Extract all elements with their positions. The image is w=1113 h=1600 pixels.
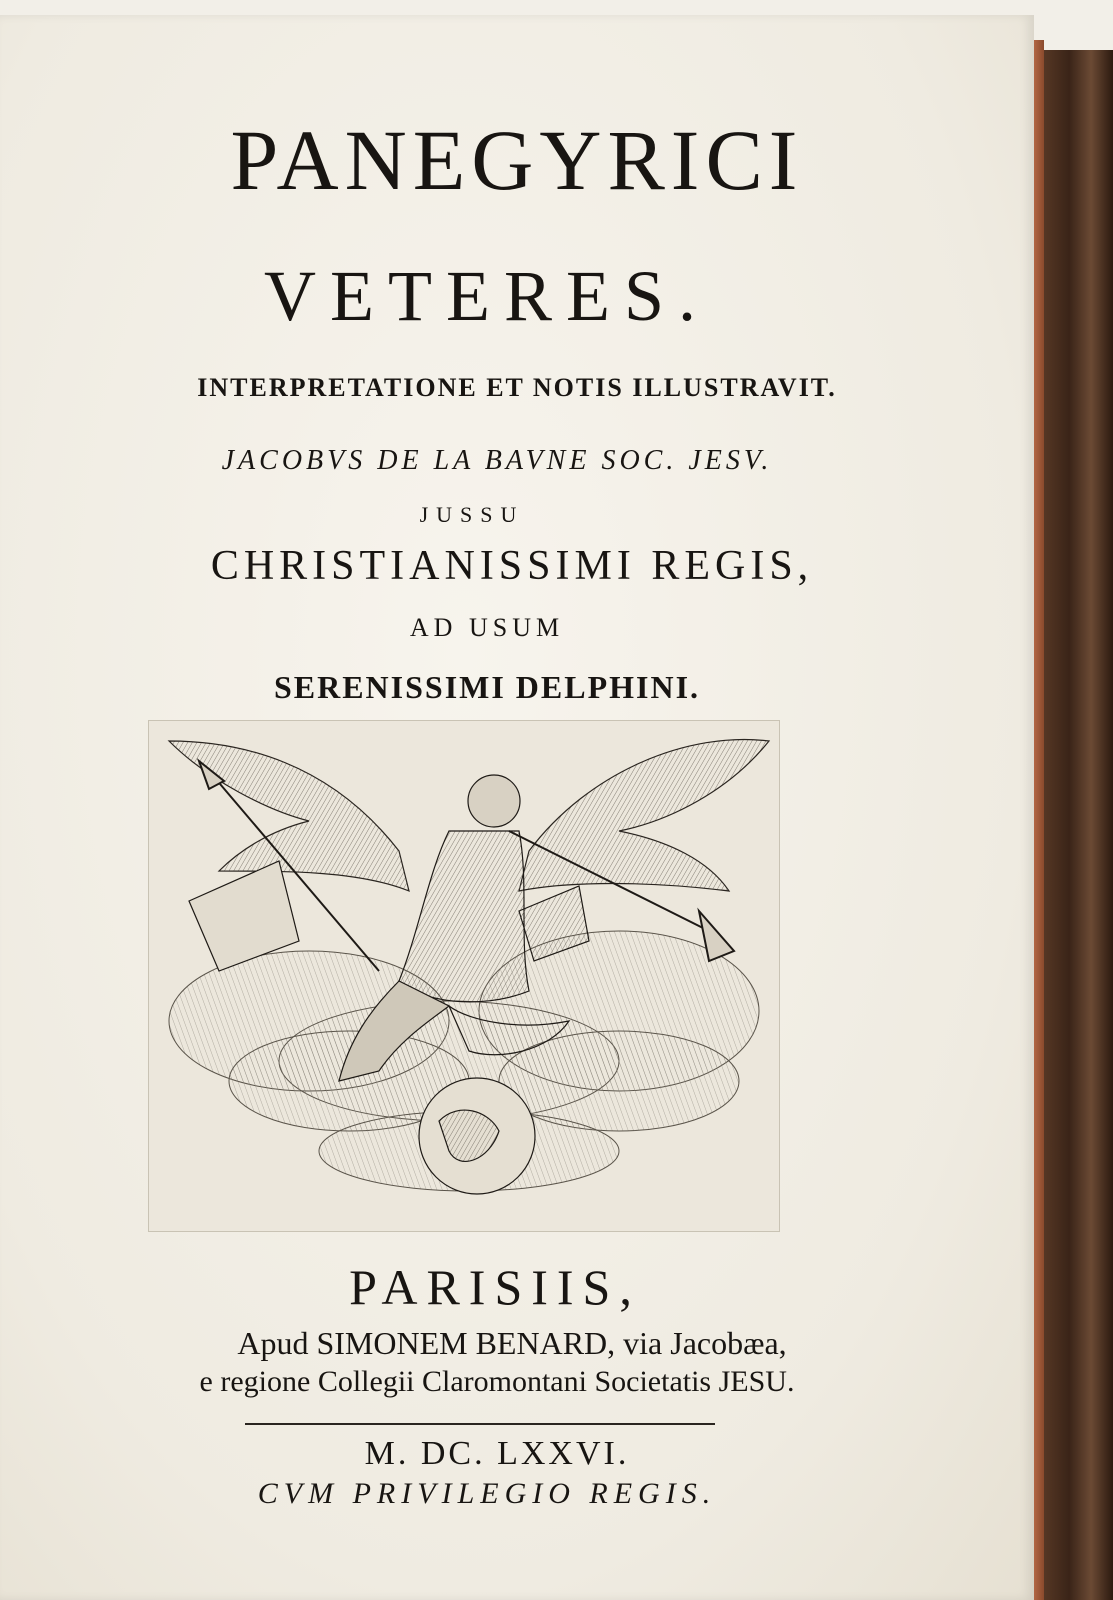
regis-line: CHRISTIANISSIMI REGIS, — [210, 543, 814, 589]
book-binding — [1040, 50, 1113, 1600]
ad-usum-line: AD USUM — [409, 613, 565, 642]
title-page — [0, 15, 1034, 1600]
interpretation-line: INTERPRETATIONE ET NOTIS ILLUSTRAVIT. — [197, 373, 837, 402]
jussu-line: JUSSU — [419, 502, 525, 527]
delphini-line: SERENISSIMI DELPHINI. — [273, 669, 701, 705]
imprint-year: M. DC. LXXVI. — [364, 1435, 630, 1472]
privilege-line: CVM PRIVILEGIO REGIS. — [257, 1477, 717, 1510]
author-line: JACOBVS DE LA BAVNE SOC. JESV. — [221, 445, 773, 476]
imprint-publisher: Apud SIMONEM BENARD, via Jacobæa, — [237, 1325, 787, 1361]
imprint-city: PARISIIS, — [349, 1259, 641, 1315]
divider-rule — [245, 1423, 715, 1425]
globe — [419, 1078, 535, 1194]
title-line-2: VETERES. — [264, 256, 710, 336]
engraving-illustration — [148, 720, 780, 1232]
fame-angel-engraving — [149, 721, 779, 1231]
title-line-1: PANEGYRICI — [230, 112, 804, 208]
imprint-location: e regione Collegii Claromontani Societatis JESU. — [199, 1365, 795, 1398]
